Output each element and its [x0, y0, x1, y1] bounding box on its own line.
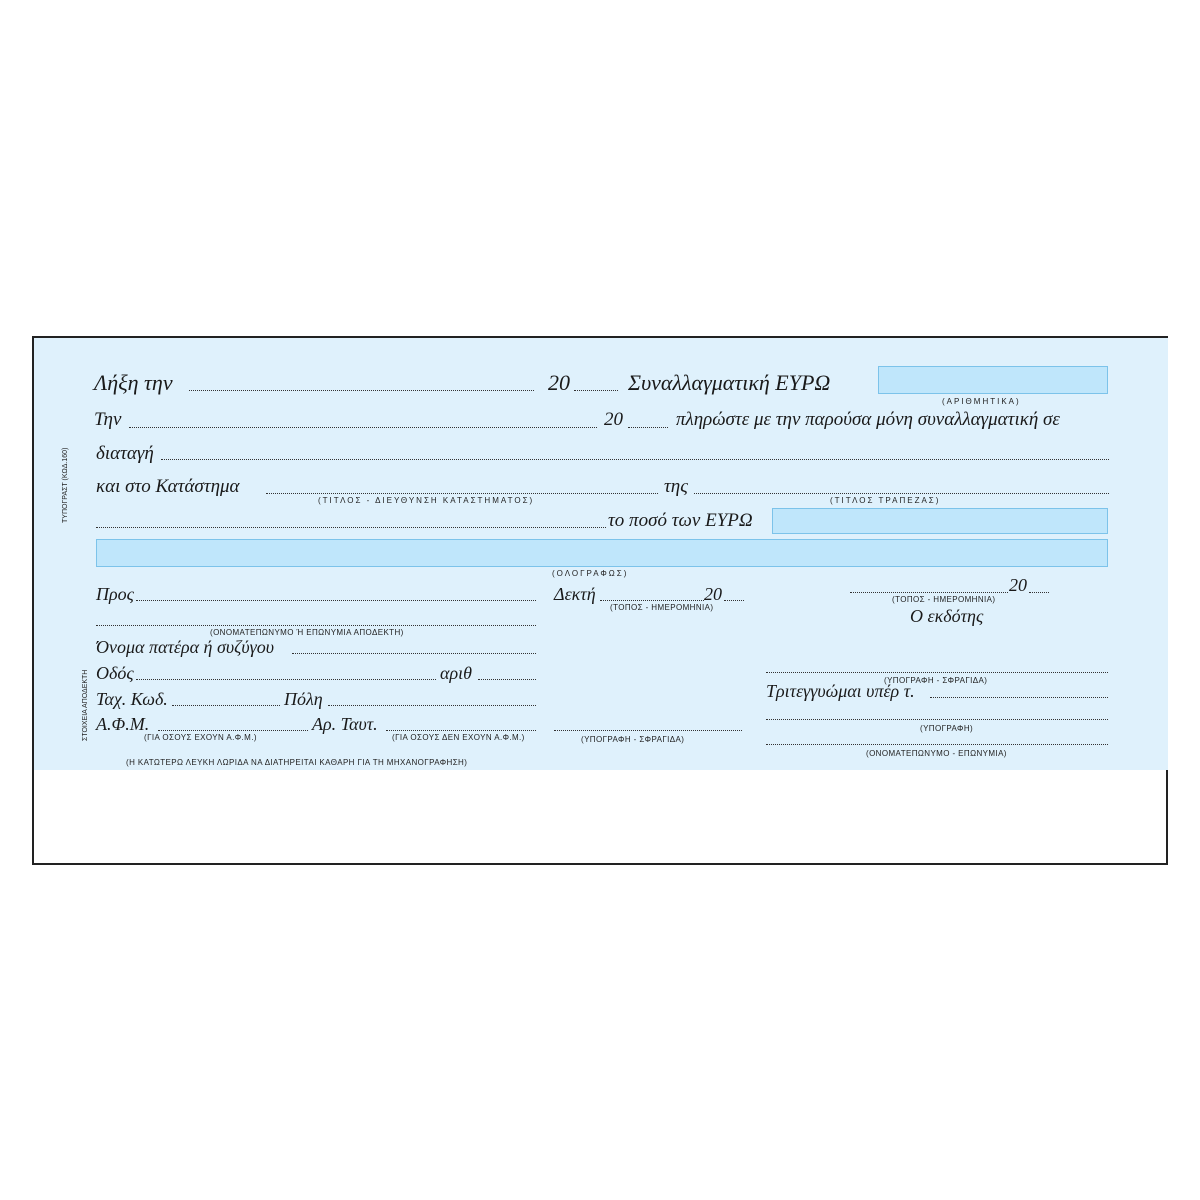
branch-label: και στο Κατάστημα	[96, 476, 240, 497]
amount-words-box[interactable]	[96, 539, 1108, 567]
street-field[interactable]	[136, 679, 436, 680]
bank-caption: (ΤΙΤΛΟΣ ΤΡΑΠΕΖΑΣ)	[830, 496, 941, 505]
to-label: Προς	[96, 584, 134, 604]
amount-box[interactable]	[772, 508, 1108, 534]
expiry-date-field[interactable]	[189, 390, 534, 391]
expiry-label: Λήξη την	[94, 370, 173, 395]
guarantor-signature-caption: (ΥΠΟΓΡΑΦΗ)	[920, 724, 974, 733]
expiry-year-prefix: 20	[548, 370, 570, 395]
issuer-year-prefix: 20	[1009, 575, 1027, 595]
acceptance-year-prefix: 20	[704, 584, 722, 604]
payee-name-field[interactable]	[96, 625, 536, 626]
side-code-label: ΤΥΠΟΓΡΑΣΤ (ΚΩΔ.160)	[62, 447, 69, 523]
id-caption: (ΓΙΑ ΟΣΟΥΣ ΔΕΝ ΕΧΟΥΝ Α.Φ.Μ.)	[392, 733, 525, 742]
issuer-signature-caption: (ΥΠΟΓΡΑΦΗ - ΣΦΡΑΓΙΔΑ)	[884, 676, 988, 685]
issuer-place-date-caption: (ΤΟΠΟΣ - ΗΜΕΡΟΜΗΝΙΑ)	[892, 595, 996, 604]
issuer-signature-field[interactable]	[766, 672, 1108, 673]
acceptance-signature-field[interactable]	[554, 730, 742, 731]
payment-year-prefix: 20	[604, 409, 623, 430]
on-date-label: Την	[94, 409, 122, 430]
vat-field[interactable]	[158, 730, 308, 731]
words-caption: (ΟΛΟΓΡΑΦΩΣ)	[552, 569, 629, 578]
city-label: Πόλη	[284, 689, 323, 709]
bill-of-exchange-form	[32, 336, 1168, 865]
payment-year-field[interactable]	[628, 427, 668, 428]
payee-to-field[interactable]	[136, 600, 536, 601]
side-payee-section-label: ΣΤΟΙΧΕΙΑ ΑΠΟΔΕΚΤΗ	[82, 669, 89, 741]
bank-field[interactable]	[694, 493, 1109, 494]
form-title: Συναλλαγματική ΕΥΡΩ	[628, 370, 831, 395]
bank-of-label: της	[664, 476, 688, 497]
id-field[interactable]	[386, 730, 536, 731]
numeric-caption: (ΑΡΙΘΜΗΤΙΚΑ)	[942, 397, 1021, 406]
guarantor-signature-field[interactable]	[766, 719, 1108, 720]
payment-date-field[interactable]	[129, 427, 597, 428]
branch-caption: (ΤΙΤΛΟΣ - ΔΙΕΥΘΥΝΣΗ ΚΑΤΑΣΤΗΜΑΤΟΣ)	[318, 496, 535, 505]
order-of-field[interactable]	[161, 459, 1109, 460]
street-number-field[interactable]	[478, 679, 536, 680]
id-label: Αρ. Ταυτ.	[312, 714, 378, 734]
pay-instruction-text: πληρώστε με την παρούσα μόνη συναλλαγματική σε	[676, 409, 1060, 430]
guarantor-name-caption: (ΟΝΟΜΑΤΕΠΩΝΥΜΟ - ΕΠΩΝΥΜΙΑ)	[866, 749, 1007, 758]
payee-name-caption: (ΟΝΟΜΑΤΕΠΩΝΥΜΟ Ή ΕΠΩΝΥΜΙΑ ΑΠΟΔΕΚΤΗ)	[210, 628, 404, 637]
amount-label: το ποσό των ΕΥΡΩ	[608, 510, 753, 531]
guarantor-name-field[interactable]	[766, 744, 1108, 745]
vat-caption: (ΓΙΑ ΟΣΟΥΣ ΕΧΟΥΝ Α.Φ.Μ.)	[144, 733, 257, 742]
accepted-label: Δεκτή	[554, 584, 596, 604]
amount-prefix-field[interactable]	[96, 527, 606, 528]
guarantee-for-field[interactable]	[930, 697, 1108, 698]
issuer-place-date-field[interactable]	[850, 592, 1008, 593]
guarantee-label: Τριτεγγυώμαι υπέρ τ.	[766, 681, 915, 701]
expiry-year-field[interactable]	[574, 390, 618, 391]
number-label: αριθ	[440, 663, 472, 683]
issuer-year-field[interactable]	[1029, 592, 1049, 593]
zip-field[interactable]	[172, 705, 280, 706]
father-name-field[interactable]	[292, 653, 536, 654]
vat-label: Α.Φ.Μ.	[96, 714, 150, 734]
issuer-label: Ο εκδότης	[910, 606, 984, 626]
father-label: Όνομα πατέρα ή συζύγου	[96, 637, 275, 657]
branch-field[interactable]	[266, 493, 658, 494]
footer-note: (Η ΚΑΤΩΤΕΡΩ ΛΕΥΚΗ ΛΩΡΙΔΑ ΝΑ ΔΙΑΤΗΡΕΙΤΑΙ ΚΑΘΑΡΗ ΓΙΑ ΤΗ ΜΗΧΑΝΟΓΡΑΦΗΣΗ)	[126, 758, 468, 767]
amount-numeric-box[interactable]	[878, 366, 1108, 394]
form-blue-area	[34, 338, 1168, 770]
street-label: Οδός	[96, 663, 134, 683]
acceptance-year-field[interactable]	[724, 600, 744, 601]
acceptance-place-date-field[interactable]	[600, 600, 704, 601]
acceptance-place-date-caption: (ΤΟΠΟΣ - ΗΜΕΡΟΜΗΝΙΑ)	[610, 603, 714, 612]
order-label: διαταγή	[96, 443, 154, 464]
acceptance-signature-caption: (ΥΠΟΓΡΑΦΗ - ΣΦΡΑΓΙΔΑ)	[581, 735, 685, 744]
city-field[interactable]	[328, 705, 536, 706]
zip-label: Ταχ. Κωδ.	[96, 689, 168, 709]
